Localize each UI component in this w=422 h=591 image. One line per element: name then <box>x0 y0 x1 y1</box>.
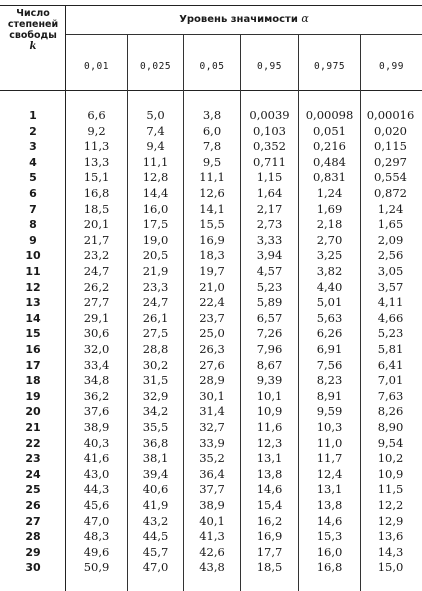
table-row <box>0 264 422 279</box>
value-cell: 26,3 <box>199 342 225 356</box>
value-cell: 15,4 <box>256 498 283 512</box>
value-cell: 14,3 <box>377 544 404 559</box>
value-cell: 17,5 <box>142 217 169 232</box>
value-cell: 10,1 <box>256 388 283 403</box>
degrees-of-freedom-cell: 26 <box>25 499 41 512</box>
value-cell: 31,5 <box>142 373 169 388</box>
value-cell: 18,5 <box>83 201 110 216</box>
table-row <box>0 482 422 497</box>
value-cell: 19,0 <box>142 232 169 247</box>
degrees-of-freedom-cell: 20 <box>25 405 41 419</box>
value-cell: 16,9 <box>199 232 225 247</box>
value-cell: 16,2 <box>256 513 283 528</box>
value-cell: 11,1 <box>199 170 225 185</box>
value-cell: 5,0 <box>146 108 165 122</box>
degrees-of-freedom-cell: 17 <box>25 358 41 372</box>
level-header: 0,99 <box>379 61 404 72</box>
degrees-of-freedom-cell: 3 <box>29 140 37 154</box>
value-cell: 5,23 <box>377 326 404 341</box>
value-cell: 9,5 <box>202 154 222 169</box>
value-cell: 13,1 <box>256 451 283 466</box>
value-cell: 47,0 <box>83 513 110 528</box>
value-cell: 6,91 <box>316 342 343 356</box>
value-cell: 19,7 <box>199 264 225 278</box>
value-cell: 9,59 <box>316 404 343 419</box>
value-cell: 39,4 <box>142 466 169 481</box>
value-cell: 24,7 <box>142 295 169 310</box>
value-cell: 30,2 <box>142 357 169 372</box>
value-cell: 27,5 <box>142 326 169 341</box>
degrees-of-freedom-cell: 15 <box>25 327 41 341</box>
value-cell: 14,6 <box>316 513 343 528</box>
value-cell: 4,57 <box>256 264 283 278</box>
value-cell: 3,82 <box>316 264 343 278</box>
stub-header-symbol: k <box>29 41 37 52</box>
value-cell: 7,96 <box>256 342 283 356</box>
value-cell: 34,8 <box>83 373 110 388</box>
degrees-of-freedom-cell: 8 <box>29 218 37 232</box>
value-cell: 10,9 <box>256 404 283 419</box>
value-cell: 4,11 <box>377 295 404 310</box>
table-row <box>0 124 422 139</box>
table-row <box>0 529 422 544</box>
value-cell: 0,103 <box>253 123 286 138</box>
value-cell: 43,2 <box>142 513 169 528</box>
degrees-of-freedom-cell: 5 <box>29 171 37 185</box>
value-cell: 13,6 <box>377 529 404 544</box>
header-bottom-rule <box>0 90 422 91</box>
value-cell: 26,2 <box>83 279 110 294</box>
table-row <box>0 451 422 466</box>
value-cell: 45,7 <box>142 544 169 559</box>
value-cell: 49,6 <box>83 544 110 559</box>
value-cell: 1,24 <box>316 186 343 200</box>
value-cell: 6,41 <box>377 357 404 372</box>
degrees-of-freedom-cell: 12 <box>25 280 41 294</box>
table-row <box>0 358 422 373</box>
value-cell: 0,051 <box>313 123 346 138</box>
value-cell: 17,7 <box>256 544 283 559</box>
value-cell: 11,5 <box>377 482 404 497</box>
table-row <box>0 280 422 295</box>
value-cell: 10,3 <box>316 420 343 434</box>
value-cell: 21,7 <box>83 232 110 247</box>
significance-level-header <box>66 12 422 25</box>
value-cell: 16,8 <box>316 560 343 575</box>
value-cell: 11,1 <box>142 154 169 169</box>
table-row <box>0 436 422 451</box>
value-cell: 9,2 <box>87 123 106 138</box>
value-cell: 5,89 <box>256 295 283 310</box>
table-row <box>0 420 422 435</box>
value-cell: 9,54 <box>377 435 404 450</box>
value-cell: 15,3 <box>316 529 343 544</box>
stub-header-line: Число <box>16 8 50 19</box>
value-cell: 2,70 <box>316 232 343 247</box>
value-cell: 2,56 <box>377 248 404 263</box>
level-header: 0,95 <box>257 61 282 72</box>
value-cell: 27,7 <box>83 295 110 310</box>
value-cell: 7,4 <box>146 123 165 138</box>
value-cell: 44,3 <box>83 482 110 497</box>
value-cell: 23,3 <box>142 279 169 294</box>
value-cell: 13,1 <box>316 482 343 497</box>
value-cell: 0,352 <box>253 139 286 154</box>
value-cell: 0,0039 <box>249 108 290 122</box>
value-cell: 5,63 <box>316 310 343 325</box>
table-row <box>0 514 422 529</box>
value-cell: 4,66 <box>377 310 404 325</box>
stub-header <box>0 8 66 52</box>
value-cell: 41,9 <box>142 498 169 512</box>
value-cell: 0,00098 <box>305 108 354 122</box>
value-cell: 20,5 <box>142 248 169 263</box>
value-cell: 4,40 <box>316 279 343 294</box>
value-cell: 0,831 <box>313 170 346 185</box>
level-header: 0,975 <box>313 61 346 72</box>
value-cell: 18,3 <box>199 248 225 263</box>
value-cell: 21,9 <box>142 264 169 278</box>
value-cell: 41,6 <box>83 451 110 466</box>
value-cell: 34,2 <box>142 404 169 419</box>
value-cell: 40,1 <box>199 513 225 528</box>
value-cell: 28,8 <box>142 342 169 356</box>
table-row <box>0 326 422 341</box>
value-cell: 5,23 <box>256 279 283 294</box>
value-cell: 7,26 <box>256 326 283 341</box>
level-header: 0,01 <box>84 61 109 72</box>
value-cell: 6,0 <box>202 123 222 138</box>
value-cell: 20,1 <box>83 217 110 232</box>
value-cell: 6,6 <box>87 108 106 122</box>
value-cell: 28,9 <box>199 373 225 388</box>
degrees-of-freedom-cell: 7 <box>29 202 37 216</box>
degrees-of-freedom-cell: 21 <box>25 421 41 434</box>
value-cell: 23,2 <box>83 248 110 263</box>
value-cell: 10,2 <box>377 451 404 466</box>
table-row <box>0 342 422 357</box>
value-cell: 36,4 <box>199 466 225 481</box>
value-cell: 0,216 <box>313 139 346 154</box>
table-row <box>0 373 422 388</box>
value-cell: 14,1 <box>199 201 225 216</box>
value-cell: 7,56 <box>316 357 343 372</box>
value-cell: 7,01 <box>377 373 404 388</box>
table-row <box>0 155 422 170</box>
value-cell: 37,6 <box>83 404 110 419</box>
value-cell: 35,5 <box>142 420 169 434</box>
value-cell: 2,09 <box>377 232 404 247</box>
degrees-of-freedom-cell: 2 <box>29 124 37 138</box>
table-row <box>0 467 422 482</box>
level-header: 0,05 <box>199 61 225 72</box>
value-cell: 13,8 <box>316 498 343 512</box>
value-cell: 35,2 <box>199 451 225 466</box>
value-cell: 12,3 <box>256 435 283 450</box>
value-cell: 32,7 <box>199 420 225 434</box>
value-cell: 43,0 <box>83 466 110 481</box>
value-cell: 43,8 <box>199 560 225 575</box>
level-header: 0,025 <box>139 61 172 72</box>
table-row <box>0 202 422 217</box>
value-cell: 38,1 <box>142 451 169 466</box>
value-cell: 45,6 <box>83 498 110 512</box>
value-cell: 37,7 <box>199 482 225 497</box>
value-cell: 22,4 <box>199 295 225 310</box>
group-header-rule <box>66 34 422 35</box>
value-cell: 0,484 <box>313 154 346 169</box>
value-cell: 1,65 <box>377 217 404 232</box>
value-cell: 1,69 <box>316 201 343 216</box>
value-cell: 0,872 <box>374 186 407 200</box>
value-cell: 30,1 <box>199 388 225 403</box>
table-row <box>0 217 422 232</box>
table-row <box>0 108 422 123</box>
degrees-of-freedom-cell: 19 <box>25 389 41 403</box>
value-cell: 2,73 <box>256 217 283 232</box>
value-cell: 1,15 <box>256 170 283 185</box>
value-cell: 26,1 <box>142 310 169 325</box>
value-cell: 0,297 <box>374 154 407 169</box>
table-row <box>0 248 422 263</box>
value-cell: 11,0 <box>316 435 343 450</box>
value-cell: 12,8 <box>142 170 169 185</box>
degrees-of-freedom-cell: 29 <box>25 545 41 559</box>
value-cell: 1,24 <box>377 201 404 216</box>
degrees-of-freedom-cell: 28 <box>25 530 41 544</box>
value-cell: 6,57 <box>256 310 283 325</box>
table-row <box>0 139 422 154</box>
value-cell: 15,5 <box>199 217 225 232</box>
value-cell: 7,63 <box>377 388 404 403</box>
value-cell: 38,9 <box>199 498 225 512</box>
value-cell: 41,3 <box>199 529 225 544</box>
value-cell: 8,23 <box>316 373 343 388</box>
stub-header-line: свободы <box>9 30 57 41</box>
degrees-of-freedom-cell: 9 <box>29 233 37 247</box>
value-cell: 14,6 <box>256 482 283 497</box>
table-row <box>0 295 422 310</box>
value-cell: 12,6 <box>199 186 225 200</box>
degrees-of-freedom-cell: 27 <box>25 514 41 528</box>
degrees-of-freedom-cell: 6 <box>29 187 37 200</box>
value-cell: 11,6 <box>256 420 283 434</box>
value-cell: 47,0 <box>142 560 169 575</box>
table-row <box>0 498 422 513</box>
significance-level-title: Уровень значимости <box>179 14 298 25</box>
value-cell: 9,39 <box>256 373 283 388</box>
table-top-rule <box>0 5 422 6</box>
value-cell: 36,8 <box>142 435 169 450</box>
degrees-of-freedom-cell: 10 <box>25 249 41 263</box>
value-cell: 38,9 <box>83 420 110 434</box>
value-cell: 33,4 <box>83 357 110 372</box>
value-cell: 14,4 <box>142 186 169 200</box>
degrees-of-freedom-cell: 23 <box>25 452 41 466</box>
value-cell: 1,64 <box>256 186 283 200</box>
value-cell: 3,05 <box>377 264 404 278</box>
degrees-of-freedom-cell: 16 <box>25 343 41 356</box>
value-cell: 2,17 <box>256 201 283 216</box>
value-cell: 40,6 <box>142 482 169 497</box>
value-cell: 29,1 <box>83 310 110 325</box>
degrees-of-freedom-cell: 24 <box>25 467 41 481</box>
value-cell: 23,7 <box>199 310 225 325</box>
value-cell: 40,3 <box>83 435 110 450</box>
table-row <box>0 233 422 248</box>
value-cell: 36,2 <box>83 388 110 403</box>
table-row <box>0 560 422 575</box>
value-cell: 8,90 <box>377 420 404 434</box>
table-row <box>0 186 422 201</box>
value-cell: 21,0 <box>199 279 225 294</box>
value-cell: 5,01 <box>316 295 343 310</box>
value-cell: 3,8 <box>202 108 222 122</box>
degrees-of-freedom-cell: 30 <box>25 561 41 575</box>
value-cell: 13,8 <box>256 466 283 481</box>
value-cell: 42,6 <box>199 544 225 559</box>
value-cell: 16,0 <box>316 544 343 559</box>
degrees-of-freedom-cell: 25 <box>25 483 41 497</box>
value-cell: 11,7 <box>316 451 343 466</box>
value-cell: 15,0 <box>377 560 404 575</box>
value-cell: 11,3 <box>83 139 110 154</box>
value-cell: 33,9 <box>199 435 225 450</box>
degrees-of-freedom-cell: 11 <box>25 265 41 278</box>
value-cell: 27,6 <box>199 357 225 372</box>
value-cell: 24,7 <box>83 264 110 278</box>
table-row <box>0 389 422 404</box>
value-cell: 0,115 <box>374 139 407 154</box>
value-cell: 32,0 <box>83 342 110 356</box>
value-cell: 0,711 <box>253 154 286 169</box>
degrees-of-freedom-cell: 22 <box>25 436 41 450</box>
value-cell: 30,6 <box>83 326 110 341</box>
degrees-of-freedom-cell: 14 <box>25 311 41 325</box>
value-cell: 10,9 <box>377 466 404 481</box>
degrees-of-freedom-cell: 1 <box>29 109 37 122</box>
value-cell: 8,67 <box>256 357 283 372</box>
table-row <box>0 170 422 185</box>
table-row <box>0 545 422 560</box>
degrees-of-freedom-cell: 4 <box>29 155 37 169</box>
value-cell: 0,00016 <box>366 108 415 122</box>
value-cell: 7,8 <box>202 139 222 154</box>
value-cell: 16,8 <box>83 186 110 200</box>
value-cell: 32,9 <box>142 388 169 403</box>
value-cell: 48,3 <box>83 529 110 544</box>
value-cell: 31,4 <box>199 404 225 419</box>
table-row <box>0 404 422 419</box>
value-cell: 9,4 <box>146 139 165 154</box>
value-cell: 44,5 <box>142 529 169 544</box>
value-cell: 16,9 <box>256 529 283 544</box>
value-cell: 15,1 <box>83 170 110 185</box>
value-cell: 3,33 <box>256 232 283 247</box>
stub-header-line: степеней <box>7 19 59 30</box>
value-cell: 0,554 <box>374 170 407 185</box>
value-cell: 12,4 <box>316 466 343 481</box>
value-cell: 50,9 <box>83 560 110 575</box>
value-cell: 8,91 <box>316 388 343 403</box>
value-cell: 18,5 <box>256 560 283 575</box>
value-cell: 0,020 <box>374 123 407 138</box>
table-row <box>0 311 422 326</box>
value-cell: 6,26 <box>316 326 343 341</box>
value-cell: 5,81 <box>377 342 404 356</box>
degrees-of-freedom-cell: 18 <box>25 374 41 388</box>
value-cell: 2,18 <box>316 217 343 232</box>
value-cell: 16,0 <box>142 201 169 216</box>
value-cell: 12,2 <box>377 498 404 512</box>
value-cell: 3,25 <box>316 248 343 263</box>
value-cell: 13,3 <box>83 154 110 169</box>
value-cell: 3,57 <box>377 279 404 294</box>
value-cell: 8,26 <box>377 404 404 419</box>
value-cell: 25,0 <box>199 326 225 341</box>
degrees-of-freedom-cell: 13 <box>25 296 41 310</box>
value-cell: 12,9 <box>377 513 404 528</box>
alpha-symbol: α <box>301 12 309 25</box>
value-cell: 3,94 <box>256 248 283 263</box>
